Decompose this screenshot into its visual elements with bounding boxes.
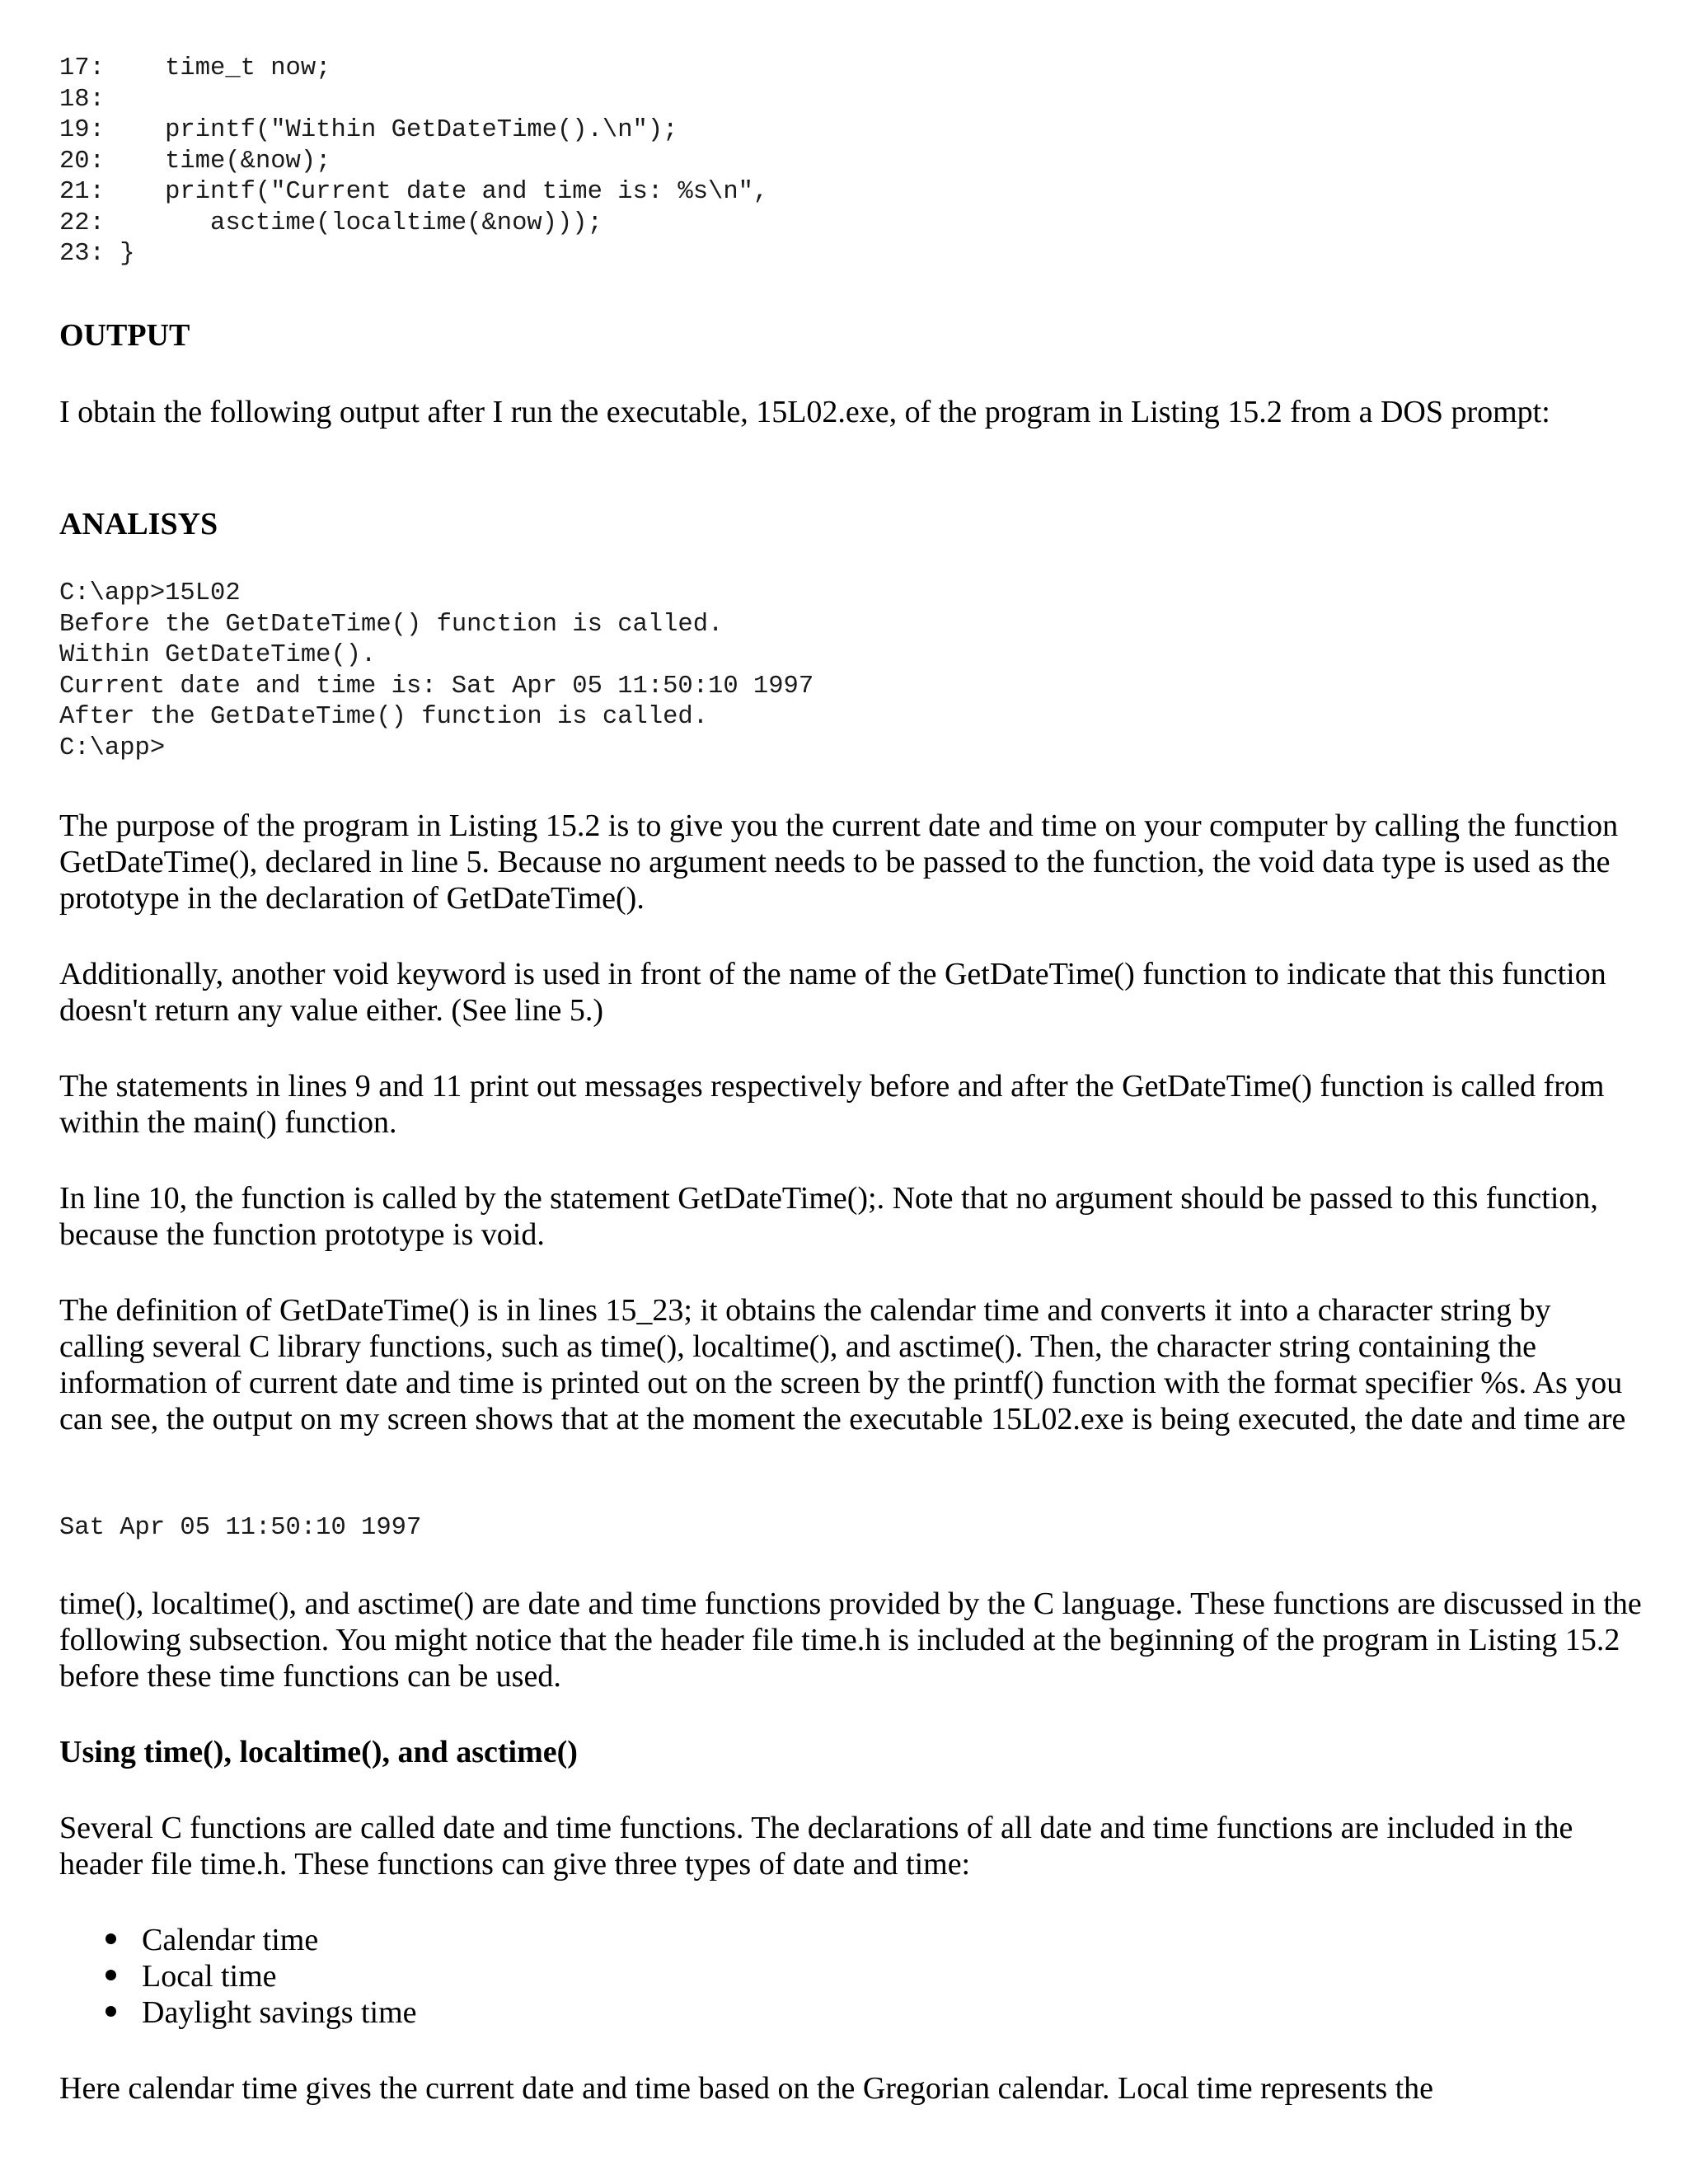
section-heading: Using time(), localtime(), and asctime() [59, 1735, 578, 1769]
code-line: 19: printf("Within GetDateTime().\n"); [59, 116, 678, 144]
code-listing [59, 54, 768, 270]
console-line: Within GetDateTime(). [59, 641, 377, 669]
console-line: C:\app>15L02 [59, 579, 241, 607]
date-example [59, 1513, 421, 1544]
date-example-line: Sat Apr 05 11:50:10 1997 [59, 1514, 422, 1542]
list-item [106, 1994, 417, 2031]
output-intro-paragraph: I obtain the following output after I run the executable, 15L02.exe, of the program in Listing 15.2 from a DOS prompt: [59, 395, 1550, 429]
code-line: 18: [59, 85, 105, 114]
calendar-time-paragraph: Here calendar time gives the current date and time based on the Gregorian calendar. Local time represents the [59, 2071, 1434, 2106]
bullet-icon [106, 1933, 116, 1944]
list-item [106, 1958, 417, 1994]
time-types-list [106, 1922, 417, 2031]
console-output [59, 579, 814, 764]
analysis-heading: ANALISYS [59, 507, 218, 541]
code-line: 21: printf("Current date and time is: %s\n", [59, 178, 769, 206]
purpose-paragraph: The purpose of the program in Listing 15.2 is to give you the current date and time on your computer by calling the function GetDateTime(), declared in line 5. Because no argument needs to be passed to the function, the void data type is used as the prototype in the declaration of GetDateTime(). [59, 808, 1619, 916]
definition-paragraph: The definition of GetDateTime() is in lines 15_23; it obtains the calendar time and converts it into a character string by calling several C library functions, such as time(), localtime(), and asctime(). Then, the character string containing the information of current date and time is printed out on the screen by the printf() function with the format specifier %s. As you can see, the output on my screen shows that at the moment the executable 15L02.exe is being executed, the date and time are [59, 1293, 1626, 1436]
code-line: 23: } [59, 240, 135, 268]
date-time-types-paragraph: Several C functions are called date and time functions. The declarations of all date and time functions are included in the header file time.h. These functions can give three types of date and time: [59, 1811, 1573, 1882]
list-item-label: Daylight savings time [142, 1995, 417, 2030]
code-line: 22: asctime(localtime(&now))); [59, 209, 603, 237]
code-line: 17: time_t now; [59, 54, 331, 82]
list-item [106, 1922, 417, 1958]
list-item-label: Calendar time [142, 1923, 319, 1957]
output-heading: OUTPUT [59, 318, 190, 353]
statements-paragraph: The statements in lines 9 and 11 print out messages respectively before and after the GetDateTime() function is called from within the main() function. [59, 1069, 1605, 1140]
console-line: Before the GetDateTime() function is called. [59, 610, 724, 639]
console-line: Current date and time is: Sat Apr 05 11:50:10 1997 [59, 672, 814, 701]
bullet-icon [106, 1970, 116, 1980]
time-functions-paragraph: time(), localtime(), and asctime() are date and time functions provided by the C language. These functions are discussed in the following subsection. You might notice that the header file time.h is included at the beginning of the program in Listing 15.2 before these time functions can be used. [59, 1586, 1642, 1694]
list-item-label: Local time [142, 1959, 277, 1994]
code-line: 20: time(&now); [59, 147, 331, 176]
console-line: C:\app> [59, 733, 166, 762]
function-call-paragraph: In line 10, the function is called by the statement GetDateTime();. Note that no argument should be passed to this function, because the function prototype is void. [59, 1181, 1598, 1252]
void-keyword-paragraph: Additionally, another void keyword is used in front of the name of the GetDateTime() function to indicate that this function doesn't return any value either. (See line 5.) [59, 957, 1606, 1028]
console-line: After the GetDateTime() function is called. [59, 703, 709, 731]
bullet-icon [106, 2006, 116, 2017]
